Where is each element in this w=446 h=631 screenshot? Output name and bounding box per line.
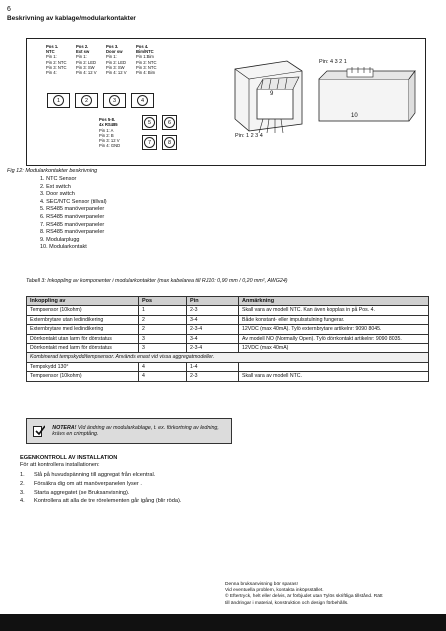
port-number: 6 (164, 117, 175, 128)
footer-line: till ändringar i material, konstruktion och design förbehålls. (225, 600, 349, 606)
pos-cell: Pin 2: NTC (136, 59, 157, 65)
port-7 (142, 135, 157, 150)
table-cell: Externbrytare utan ledindikering (27, 315, 139, 324)
table-cell: 4 (139, 362, 187, 371)
table-cell: Dörrkontakt utan larm för dörrstatus (27, 334, 139, 343)
figure-caption: Fig 12: Modularkontakter beskrivning (7, 168, 98, 174)
port-number: 5 (144, 117, 155, 128)
legend-item: 5. RS485 manöverpaneler (40, 206, 105, 213)
table-row (27, 372, 429, 381)
modular-plug-illustration (227, 49, 327, 134)
legend-item: 10. Modularkontakt (40, 244, 87, 251)
step-text: Kontrollera att alla de tre rörelementen går igång (blir röda). (34, 498, 182, 505)
self-check-heading: EGENKONTROLL AV INSTALLATION (20, 455, 118, 461)
span-cell: Kombinerad tempskydd/tempsensor. Används enast vid vissa aggregatmodeller. (27, 353, 429, 362)
port-number: 3 (109, 95, 120, 106)
note-text (52, 425, 225, 438)
pos-cell: Pin 3: NTC (136, 64, 157, 70)
pos-cell: Pin 1: (76, 54, 87, 60)
port-1 (47, 93, 70, 108)
port-number: 8 (164, 137, 175, 148)
pos-cell: Pin 3: SW (76, 64, 95, 70)
self-check-steps (20, 471, 181, 506)
legend-item: 9. Modularplugg (40, 236, 80, 243)
step-number: 2. (20, 480, 25, 487)
pos58-row: Pin 1: A (99, 127, 114, 133)
step-text: Starta aggregatet (se Bruksanvisning). (34, 489, 130, 496)
port-number: 1 (53, 95, 64, 106)
table-caption: Tabell 3: Inkoppling av komponenter i modularkontakter (max kabelarea till RJ10: 0,90 mm / 0,20 mm², AWG24) (26, 278, 288, 284)
block-label: 10 (351, 113, 358, 119)
pos58-row: Pin 2: B (99, 132, 114, 138)
port-number: 4 (137, 95, 148, 106)
table-cell: 2-3-4 (187, 325, 239, 334)
pos-1-4-table (46, 44, 163, 75)
table-cell: 3-4 (187, 315, 239, 324)
port-number: 7 (144, 137, 155, 148)
pos-cell: Pos 4. (136, 44, 149, 49)
port-6 (162, 115, 177, 130)
legend-item: 3. Door switch (40, 191, 75, 198)
footer-line: © Eftertryck, helt eller delvis, är förbjudet utan Tylös skriftliga tillstånd. Rätt (225, 594, 383, 600)
step-text: Slå på huvudspänning till aggregat från elcentral. (34, 472, 156, 478)
pos-column (46, 44, 73, 75)
pos-column (106, 44, 133, 75)
page-number: 6 (7, 6, 11, 13)
header-cell: Pin (187, 297, 239, 306)
pos-cell: Pin 4: Bim (136, 70, 156, 76)
header-cell: Inkoppling av (27, 297, 139, 306)
pos58-header1: Pos 5-8. (99, 117, 116, 122)
pos-cell: Pin 2: NTC (46, 59, 67, 65)
step-item (20, 489, 181, 498)
note-label: NOTERA! (52, 424, 77, 431)
table-cell: 4 (139, 372, 187, 381)
legend-item: 6. RS485 manöverpaneler (40, 213, 105, 220)
step-text: Försäkra dig om att manöverpanelen lyser . (34, 480, 142, 487)
pos-cell: Pin 2: LED (106, 59, 127, 65)
table-row (27, 315, 429, 324)
table-row (27, 334, 429, 343)
bottom-bar (0, 614, 446, 631)
table-cell: 2-3 (187, 372, 239, 381)
table-cell: Tempsensor (10kohm) (27, 372, 139, 381)
header-cell: Pos (139, 297, 187, 306)
port-4 (131, 93, 154, 108)
table-row (27, 306, 429, 315)
table-cell: 1-4 (187, 362, 239, 371)
ports-1-4 (47, 93, 154, 108)
table-cell: 3-4 (187, 334, 239, 343)
pos-cell: Pin 4: 12 V (106, 70, 127, 76)
note-box (26, 418, 232, 444)
table-cell: 1 (139, 306, 187, 315)
footer-line: Vid eventuella problem, kontakta inköpsstället. (225, 588, 324, 594)
step-number: 3. (20, 489, 25, 496)
table-header-row (27, 297, 429, 306)
table-cell: 3 (139, 334, 187, 343)
ports-5-8 (142, 115, 177, 150)
pos-cell: NTC (46, 49, 55, 55)
table-row (27, 325, 429, 334)
step-number: 4. (20, 498, 25, 505)
pos-cell: Pin 3: SW (106, 64, 125, 70)
legend-item: 1. NTC Sensor (40, 176, 77, 182)
pos58-row: Pin 4: GND (99, 143, 121, 149)
table-cell: Tempsensor (10kohm) (27, 306, 139, 315)
pos-cell: Pos 2. (76, 44, 89, 49)
pos58-row: Pin 3: 12 V (99, 138, 120, 144)
legend-list (40, 176, 107, 252)
pos-5-8-info (99, 117, 120, 149)
table-cell: 3 (139, 344, 187, 353)
checkmark-icon (33, 426, 42, 437)
step-item (20, 497, 181, 506)
header-cell: Anmärkning (239, 297, 429, 306)
pos-cell: Pos 1. (46, 44, 59, 49)
table-cell: Skall vara av modell NTC. Kan även kopplas in på Pos. 4. (239, 306, 429, 315)
table-span-row (27, 353, 429, 362)
pos-cell: Bim/NTC (136, 49, 154, 55)
table-row (27, 362, 429, 371)
port-2 (75, 93, 98, 108)
table-cell: Tempskydd 130° (27, 362, 139, 371)
legend-item: 7. RS485 manöverpaneler (40, 221, 105, 228)
modular-connector-illustration (317, 67, 417, 127)
plug-label: 9 (270, 91, 274, 97)
table-cell: 2 (139, 325, 187, 334)
pos-cell: Pin 3: NTC (46, 64, 67, 70)
step-item (20, 480, 181, 489)
table-cell: Av modell NO (Normally Open). Tylö dörrkontakt artikelnr: 9090 8035. (239, 334, 429, 343)
table-cell: 12VDC (max 40mA) (239, 344, 429, 353)
step-item (20, 471, 181, 480)
note-body: Vid ändring av modularkablage, t. ex. förkortning av ledning, krävs en crimptång. (52, 424, 219, 437)
pos-cell: Pos 3. (106, 44, 119, 49)
pins-right-label: Pin: 4 3 2 1 (319, 59, 347, 65)
footer-line: Denna bruksanvisning bör sparas! (225, 582, 298, 587)
table-cell: 2 (139, 315, 187, 324)
pos-column (136, 44, 163, 75)
legend-item: 4. SEC/NTC Sensor (tillval) (40, 198, 107, 205)
pos-cell: Pin 4: 12 V (76, 70, 97, 76)
table-cell: 12VDC (max 40mA). Tylö externbrytare artikelnr: 9090 8045. (239, 325, 429, 334)
port-3 (103, 93, 126, 108)
table-row (27, 344, 429, 353)
pos-cell: Door sw (106, 49, 123, 55)
pos-cell: Pin 2: LED (76, 59, 97, 65)
self-check-subheading: För att kontrollera installationen: (20, 462, 100, 468)
pos-cell: Pin 4: (46, 70, 57, 76)
step-number: 1. (20, 472, 25, 478)
port-5 (142, 115, 157, 130)
table-cell: Skall vara av modell NTC. (239, 372, 429, 381)
pos58-header2: 4x RS485 (99, 122, 118, 128)
legend-item: 8. RS485 manöverpaneler (40, 229, 105, 236)
table-cell: Dörrkontakt med larm för dörrstatus (27, 344, 139, 353)
pos-column (76, 44, 103, 75)
page-heading: Beskrivning av kablage/modularkontakter (7, 15, 136, 22)
table-cell: 2-3-4 (187, 344, 239, 353)
port-number: 2 (81, 95, 92, 106)
pos-cell: Pin 1: (46, 54, 57, 60)
table-cell (239, 362, 429, 371)
pos-cell: Pin 1: (106, 54, 117, 60)
table-cell: Externbrytare med ledindikering (27, 325, 139, 334)
table-cell: 2-3 (187, 306, 239, 315)
footer-note (225, 582, 383, 607)
pos-cell: Pin 1:Bim (136, 54, 154, 60)
pos-cell: Ext sw (76, 49, 90, 55)
wiring-figure (26, 38, 426, 166)
pins-left-label: Pin: 1 2 3 4 (235, 133, 263, 139)
components-table (26, 296, 429, 382)
legend-item: 2. Ext switch (40, 183, 71, 190)
table-cell: Både konstant- eller impulsstulning fungerar. (239, 315, 429, 324)
port-8 (162, 135, 177, 150)
